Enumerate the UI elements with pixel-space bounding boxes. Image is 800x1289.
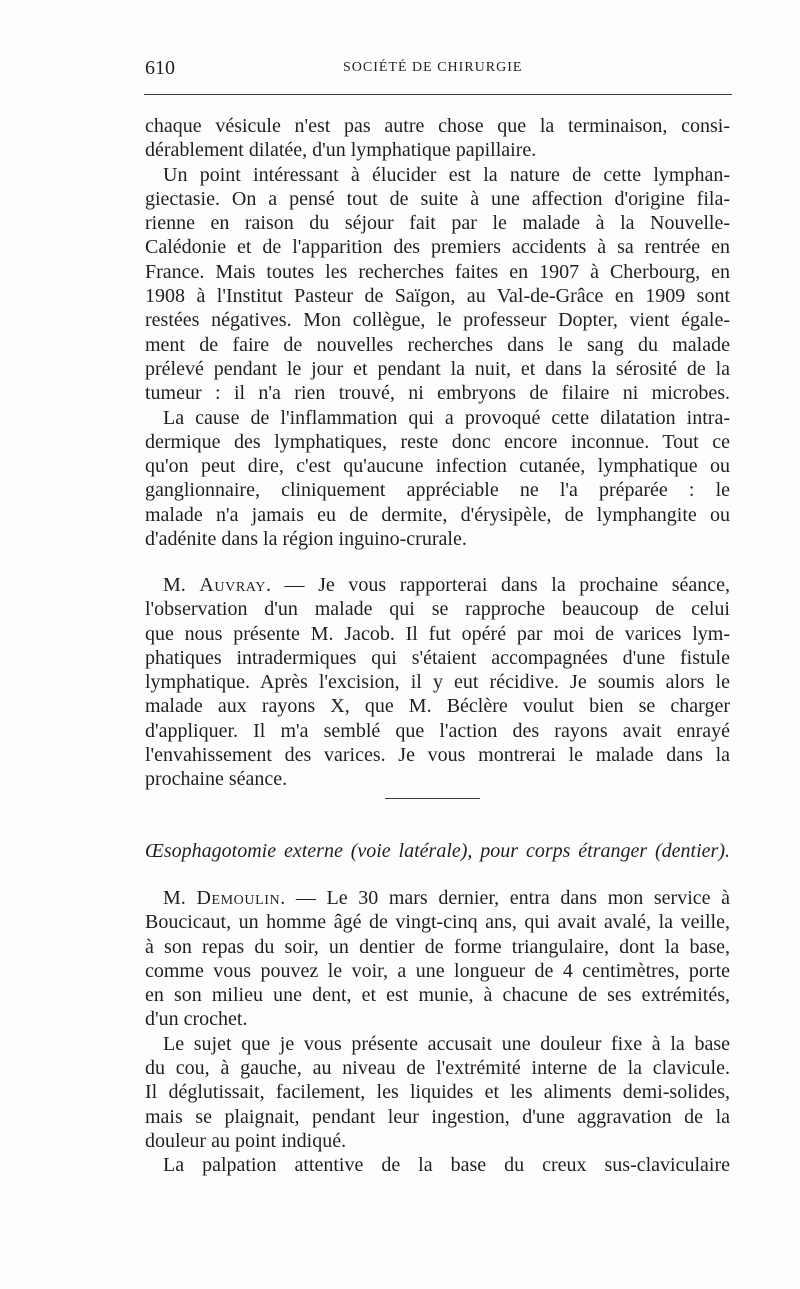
text-line-rest: . — Je vous rapporterai dans la prochaine séance, bbox=[265, 574, 730, 596]
paragraph bbox=[145, 886, 730, 1032]
paragraph bbox=[145, 573, 730, 792]
speaker-name: Auvray bbox=[199, 574, 266, 596]
text-line: en son milieu une dent, et est munie, à chacune de ses extrémités, bbox=[145, 984, 730, 1007]
text-line: France. Mais toutes les recherches faites en 1907 à Cherbourg, en bbox=[145, 260, 730, 283]
text-line: phatiques intradermiques qui s'étaient accompagnées d'une fistule bbox=[145, 646, 730, 669]
speaker-title: M. bbox=[163, 574, 186, 596]
header-rule bbox=[144, 94, 732, 95]
text-line: ganglionnaire, cliniquement appréciable ne l'a préparée : le bbox=[145, 479, 730, 502]
text-line: malade aux rayons X, que M. Béclère voulut bien se charger bbox=[145, 695, 730, 718]
text-line: restées négatives. Mon collègue, le professeur Dopter, vient égale- bbox=[145, 309, 730, 332]
text-block bbox=[145, 886, 730, 1178]
paragraph bbox=[145, 163, 730, 406]
text-line: dérablement dilatée, d'un lymphatique papillaire. bbox=[145, 139, 537, 162]
speaker-title: M. bbox=[163, 887, 186, 909]
text-line bbox=[145, 573, 730, 597]
text-line: l'observation d'un malade qui se rapproche beaucoup de celui bbox=[145, 598, 730, 621]
paragraph bbox=[145, 1032, 730, 1153]
text-line: Il déglutissait, facilement, les liquides et les aliments demi-solides, bbox=[145, 1081, 730, 1104]
text-line: tumeur : il n'a rien trouvé, ni embryons de filaire ni microbes. bbox=[145, 382, 730, 405]
text-line: d'un crochet. bbox=[145, 1008, 248, 1031]
text-line: qu'on peut dire, c'est qu'aucune infection cutanée, lymphatique ou bbox=[145, 455, 730, 478]
text-block bbox=[145, 114, 730, 551]
text-line: malade n'a jamais eu de dermite, d'érysipèle, de lymphangite ou bbox=[145, 503, 730, 526]
paragraph bbox=[145, 114, 730, 163]
section-divider bbox=[385, 798, 480, 799]
running-head: SOCIÉTÉ DE CHIRURGIE bbox=[343, 60, 523, 75]
speaker-name: Demoulin bbox=[196, 887, 281, 909]
text-line-rest: . — Le 30 mars dernier, entra dans mon service à bbox=[280, 887, 730, 909]
text-line: mais se plaignait, pendant leur ingestion, d'une aggravation de la bbox=[145, 1105, 730, 1128]
section-heading-block bbox=[145, 839, 730, 863]
text-line: giectasie. On a pensé tout de suite à une affection d'origine fila- bbox=[145, 187, 730, 210]
text-line: Boucicaut, un homme âgé de vingt-cinq ans, qui avait avalé, la veille, bbox=[145, 911, 730, 934]
text-line: d'appliquer. Il m'a semblé que l'action des rayons avait enrayé bbox=[145, 719, 730, 742]
text-line: d'adénite dans la région inguino-crurale. bbox=[145, 528, 467, 551]
text-line: rienne en raison du séjour fait par le malade à la Nouvelle- bbox=[145, 212, 730, 235]
text-line: La palpation attentive de la base du creux sus-claviculaire bbox=[163, 1154, 730, 1177]
text-line: comme vous pouvez le voir, a une longueur de 4 centimètres, porte bbox=[145, 959, 730, 982]
text-line: chaque vésicule n'est pas autre chose que la terminaison, consi- bbox=[145, 115, 730, 137]
text-line: du cou, à gauche, au niveau de l'extrémité interne de la clavicule. bbox=[145, 1057, 730, 1080]
text-line: l'envahissement des varices. Je vous montrerai le malade dans la bbox=[145, 744, 730, 767]
text-line: à son repas du soir, un dentier de forme triangulaire, dont la base, bbox=[145, 935, 730, 958]
text-line: dermique des lymphatiques, reste donc encore inconnue. Tout ce bbox=[145, 430, 730, 453]
text-line: douleur au point indiqué. bbox=[145, 1129, 347, 1152]
text-line: prélevé pendant le jour et pendant la nuit, et dans la sérosité de la bbox=[145, 357, 730, 380]
text-line: La cause de l'inflammation qui a provoqué cette dilatation intra- bbox=[163, 406, 730, 429]
page-number: 610 bbox=[145, 57, 175, 79]
text-line: ment de faire de nouvelles recherches dans le sang du malade bbox=[145, 333, 730, 356]
text-line: prochaine séance. bbox=[145, 768, 288, 791]
paragraph bbox=[145, 406, 730, 552]
text-line: Calédonie et de l'apparition des premiers accidents à sa rentrée en bbox=[145, 236, 730, 259]
paragraph bbox=[145, 1153, 730, 1177]
text-line: lymphatique. Après l'excision, il y eut récidive. Je soumis alors le bbox=[145, 671, 730, 694]
text-line: Le sujet que je vous présente accusait une douleur fixe à la base bbox=[163, 1032, 730, 1055]
text-line bbox=[145, 886, 730, 910]
page-header bbox=[145, 56, 730, 80]
text-line: Un point intéressant à élucider est la nature de cette lymphan- bbox=[163, 163, 730, 186]
section-heading: Œsophagotomie externe (voie latérale), pour corps étranger (dentier). bbox=[145, 840, 730, 862]
text-line: que nous présente M. Jacob. Il fut opéré par moi de varices lym- bbox=[145, 622, 730, 645]
text-line: 1908 à l'Institut Pasteur de Saïgon, au Val-de-Grâce en 1909 sont bbox=[145, 285, 730, 308]
text-block bbox=[145, 573, 730, 792]
